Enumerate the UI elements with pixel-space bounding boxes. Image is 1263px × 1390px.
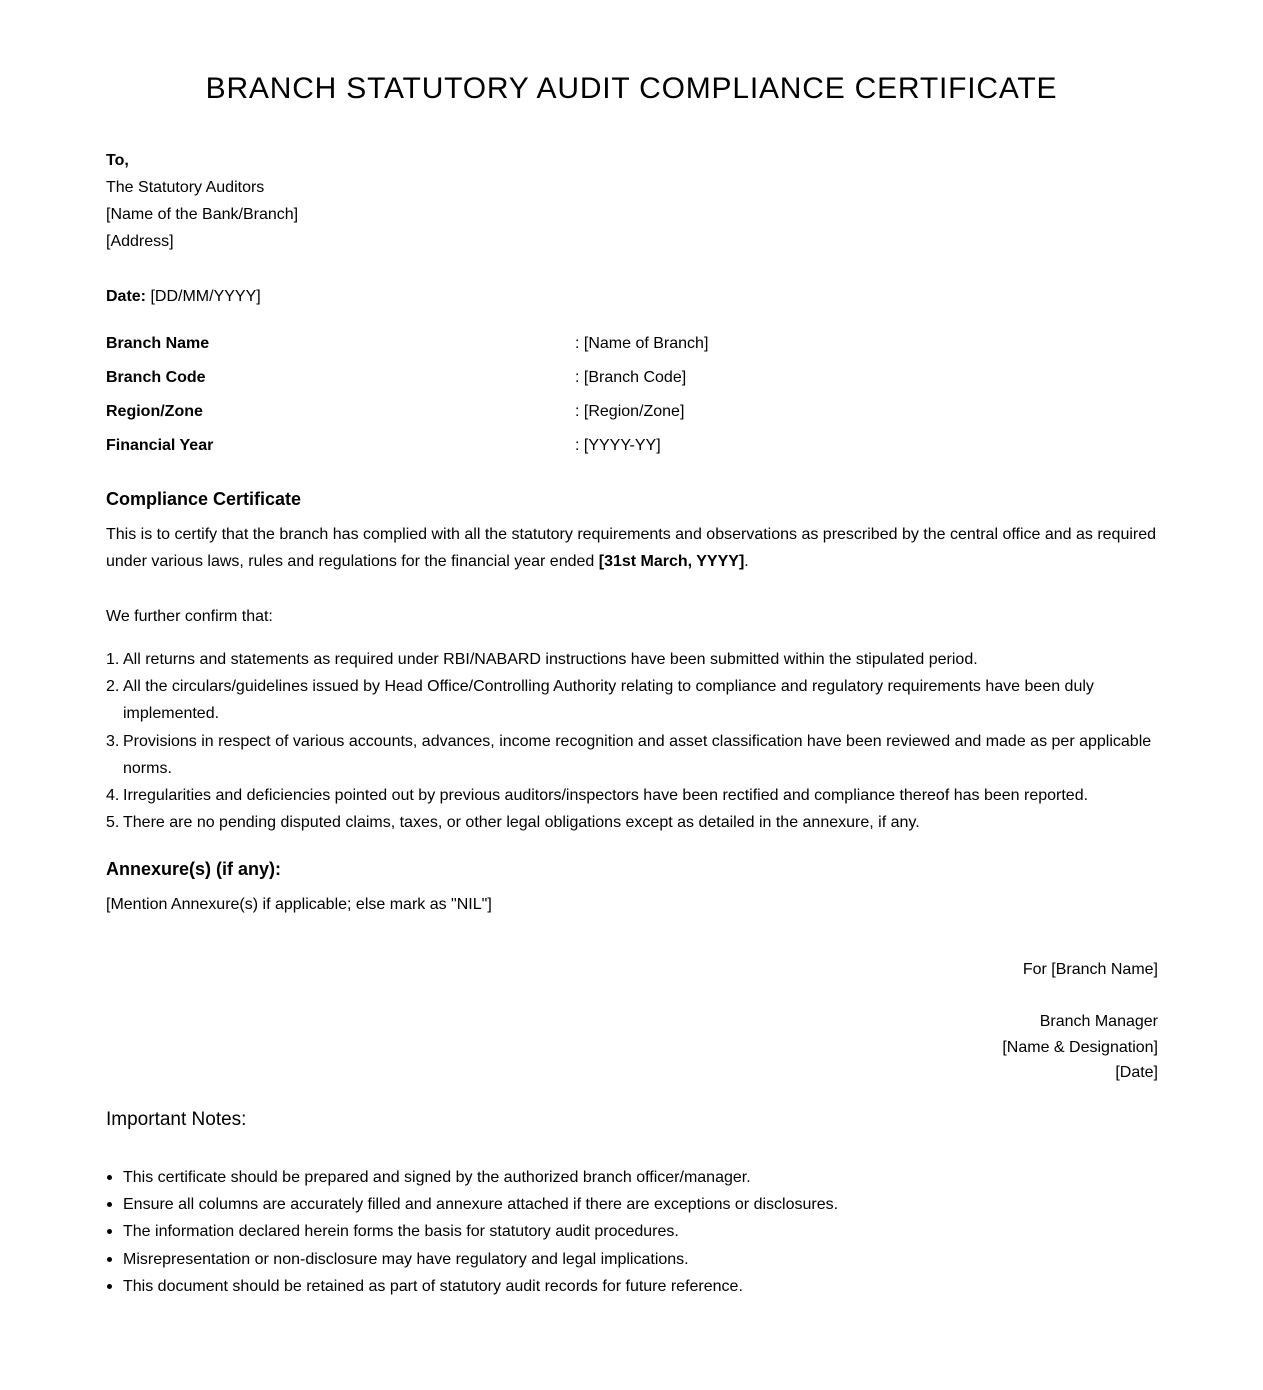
notes-heading: Important Notes: bbox=[106, 1109, 247, 1130]
note-text: Ensure all columns are accurately filled and annexure attached if there are exceptions or disclosures. bbox=[123, 1196, 839, 1214]
financial-year-end: [31st March, YYYY] bbox=[598, 553, 745, 570]
note-text: The information declared herein forms the basis for statutory audit procedures. bbox=[123, 1223, 679, 1241]
note-text: Misrepresentation or non-disclosure may have regulatory and legal implications. bbox=[123, 1250, 689, 1268]
bullet-icon bbox=[107, 1229, 112, 1234]
detail-row-financial-year bbox=[106, 432, 1158, 466]
addressee-to: To, bbox=[106, 152, 129, 169]
detail-row-region-zone bbox=[106, 398, 1158, 432]
signature-for-line: For [Branch Name] bbox=[1022, 961, 1158, 978]
signature-role: Branch Manager bbox=[1039, 1013, 1158, 1030]
addressee-line-3: [Address] bbox=[106, 233, 174, 250]
bullet-icon bbox=[107, 1202, 112, 1207]
list-number: 4. bbox=[106, 787, 120, 805]
note-text: This document should be retained as part of statutory audit records for future reference. bbox=[123, 1277, 743, 1295]
list-text: All returns and statements as required under RBI/NABARD instructions have been submitted within the stipulated period. bbox=[123, 651, 978, 668]
date-value: [DD/MM/YYYY] bbox=[150, 288, 261, 305]
confirm-intro: We further confirm that: bbox=[106, 608, 273, 625]
compliance-paragraph bbox=[106, 521, 1158, 575]
document-title: BRANCH STATUTORY AUDIT COMPLIANCE CERTIFICATE bbox=[205, 72, 1058, 105]
list-number: 3. bbox=[106, 732, 120, 750]
list-number: 1. bbox=[106, 651, 120, 668]
date-label: Date: bbox=[106, 288, 147, 305]
list-item bbox=[106, 1246, 1158, 1273]
list-item bbox=[106, 1273, 1158, 1300]
detail-label: Branch Name bbox=[106, 335, 210, 352]
list-item bbox=[106, 1164, 1158, 1191]
list-item bbox=[106, 1218, 1158, 1245]
list-number: 2. bbox=[106, 678, 120, 696]
list-item bbox=[106, 809, 1158, 836]
compliance-heading: Compliance Certificate bbox=[106, 489, 302, 509]
list-text: Provisions in respect of various accounts, advances, income recognition and asset classification have been reviewed and made as per applicable norms. bbox=[123, 732, 1152, 777]
signature-name: [Name & Designation] bbox=[1002, 1038, 1158, 1056]
list-number: 5. bbox=[106, 814, 120, 832]
bullet-icon bbox=[107, 1175, 112, 1180]
list-text: Irregularities and deficiencies pointed out by previous auditors/inspectors have been rectified and compliance thereof has been reported. bbox=[123, 787, 1089, 805]
detail-value: : [YYYY-YY] bbox=[575, 437, 661, 454]
compliance-text: This is to certify that the branch has complied with all the statutory requirements and observations as prescribed by the central office and as required under various laws, rules and regulations for the financial year ended bbox=[106, 526, 1157, 570]
branch-details bbox=[106, 330, 1158, 466]
annexure-heading: Annexure(s) (if any): bbox=[106, 859, 282, 879]
addressee-block bbox=[106, 147, 1158, 255]
note-text: This certificate should be prepared and signed by the authorized branch officer/manager. bbox=[123, 1169, 751, 1186]
detail-label: Region/Zone bbox=[106, 403, 203, 420]
list-text: All the circulars/guidelines issued by Head Office/Controlling Authority relating to compliance and regulatory requirements have been duly implemented. bbox=[123, 678, 1094, 723]
list-item bbox=[106, 673, 1158, 727]
date-line bbox=[106, 283, 1158, 310]
annexure-text: [Mention Annexure(s) if applicable; else mark as "NIL"] bbox=[106, 896, 492, 913]
addressee-line-2: [Name of the Bank/Branch] bbox=[106, 206, 299, 223]
signature-date: [Date] bbox=[1115, 1064, 1158, 1081]
detail-value: : [Name of Branch] bbox=[575, 335, 709, 352]
detail-label: Branch Code bbox=[106, 369, 206, 386]
notes-list bbox=[106, 1164, 1158, 1300]
bullet-icon bbox=[107, 1257, 112, 1262]
list-item bbox=[106, 728, 1158, 782]
confirmation-list bbox=[106, 646, 1158, 836]
detail-value: : [Region/Zone] bbox=[575, 403, 685, 420]
compliance-text-end: . bbox=[744, 553, 749, 570]
detail-value: : [Branch Code] bbox=[575, 369, 687, 386]
addressee-line-1: The Statutory Auditors bbox=[106, 179, 265, 196]
detail-row-branch-code bbox=[106, 364, 1158, 398]
list-text: There are no pending disputed claims, taxes, or other legal obligations except as detailed in the annexure, if any. bbox=[123, 814, 920, 832]
bullet-icon bbox=[107, 1284, 112, 1289]
list-item bbox=[106, 782, 1158, 809]
signature-block bbox=[1002, 1009, 1158, 1086]
list-item bbox=[106, 646, 1158, 673]
detail-row-branch-name bbox=[106, 330, 1158, 364]
detail-label: Financial Year bbox=[106, 437, 214, 454]
list-item bbox=[106, 1191, 1158, 1218]
